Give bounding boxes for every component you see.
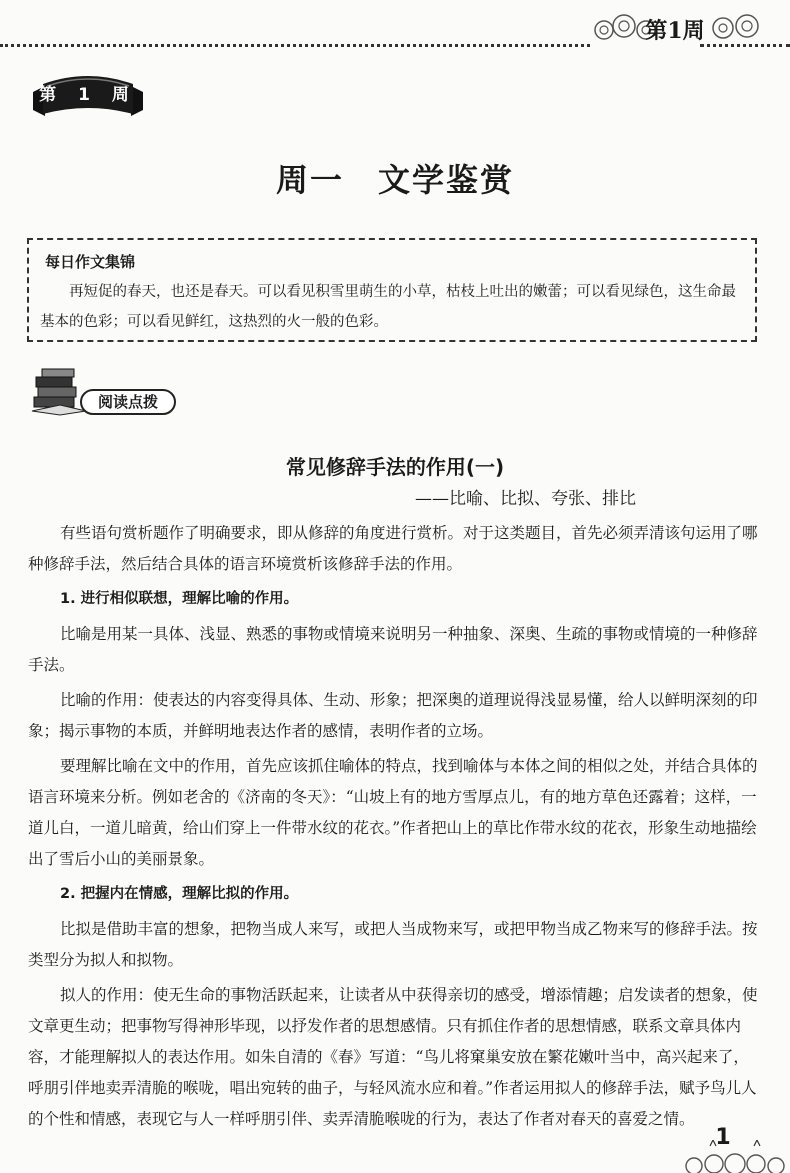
page-number-decoration — [680, 1140, 790, 1173]
daily-essay-label: 每日作文集锦 — [45, 253, 136, 271]
books-icon — [30, 367, 90, 417]
article-title: 常见修辞手法的作用(一) — [285, 455, 505, 479]
week-ribbon-label: 第 1 周 — [39, 85, 137, 105]
paragraph: 比喻是用某一具体、浅显、熟悉的事物或情境来说明另一种抽象、深奥、生疏的事物或情境的一种修辞手法。 — [28, 625, 758, 674]
daily-essay-text: 再短促的春天，也还是春天。可以看见积雪里萌生的小草，枯枝上吐出的嫩蕾；可以看见绿色，这生命最基本的色彩；可以看见鲜红，这热烈的火一般的色彩。 — [40, 284, 736, 330]
header-swirl-decoration-right — [705, 8, 765, 42]
section-heading: 2. 把握内在情感，理解比拟的作用。 — [60, 886, 299, 902]
page-title: 周一 文学鉴赏 — [275, 161, 514, 199]
paragraph: 拟人的作用：使无生命的事物活跃起来，让读者从中获得亲切的感受，增添情趣；启发读者的想象，使文章更生动；把事物写得神形毕现，以抒发作者的思想感情。只有抓住作者的思想情感，联系文章具体内容，才能理解拟人的表达作用。如朱自清的《春》写道：“鸟儿将窠巢安放在繁花嫩叶当中，高兴起来了，呼朋引伴地卖弄清脆的喉咙，唱出宛转的曲子，与轻风流水应和着。”作者运用拟人的修辞手法，赋予鸟儿人的个性和情感，表现它与人一样呼朋引伴、卖弄清脆喉咙的行为，表达了作者对春天的喜爱之情。 — [28, 986, 758, 1128]
section-heading: 1. 进行相似联想，理解比喻的作用。 — [60, 591, 299, 607]
header-dotted-rule-right — [700, 44, 790, 47]
reading-guide-tag: 阅读点拨 — [80, 389, 176, 415]
paragraph: 要理解比喻在文中的作用，首先应该抓住喻体的特点，找到喻体与本体之间的相似之处，并结合具体的语言环境来分析。例如老舍的《济南的冬天》：“山坡上有的地方雪厚点儿，有的地方草色还露着；这样，一道儿白，一道儿暗黄，给山们穿上一件带水纹的花衣。”作者把山上的草比作带水纹的花衣，形象生动地描绘出了雪后小山的美丽景象。 — [28, 757, 758, 868]
article-body — [28, 518, 763, 1139]
page-number: 1 — [715, 1125, 731, 1150]
article-subtitle: ——比喻、比拟、夸张、排比 — [415, 489, 636, 509]
paragraph: 比拟是借助丰富的想象，把物当成人来写，或把人当成物来写，或把甲物当成乙物来写的修辞手法。按类型分为拟人和拟物。 — [28, 920, 758, 969]
paragraph: 比喻的作用：使表达的内容变得具体、生动、形象；把深奥的道理说得浅显易懂，给人以鲜明深刻的印象；揭示事物的本质，并鲜明地表达作者的感情，表明作者的立场。 — [28, 691, 758, 740]
header-week-label: 第1周 — [645, 18, 705, 44]
header-dotted-rule — [0, 44, 590, 47]
paragraph: 有些语句赏析题作了明确要求，即从修辞的角度进行赏析。对于这类题目，首先必须弄清该句运用了哪种修辞手法，然后结合具体的语言环境赏析该修辞手法的作用。 — [28, 524, 758, 573]
